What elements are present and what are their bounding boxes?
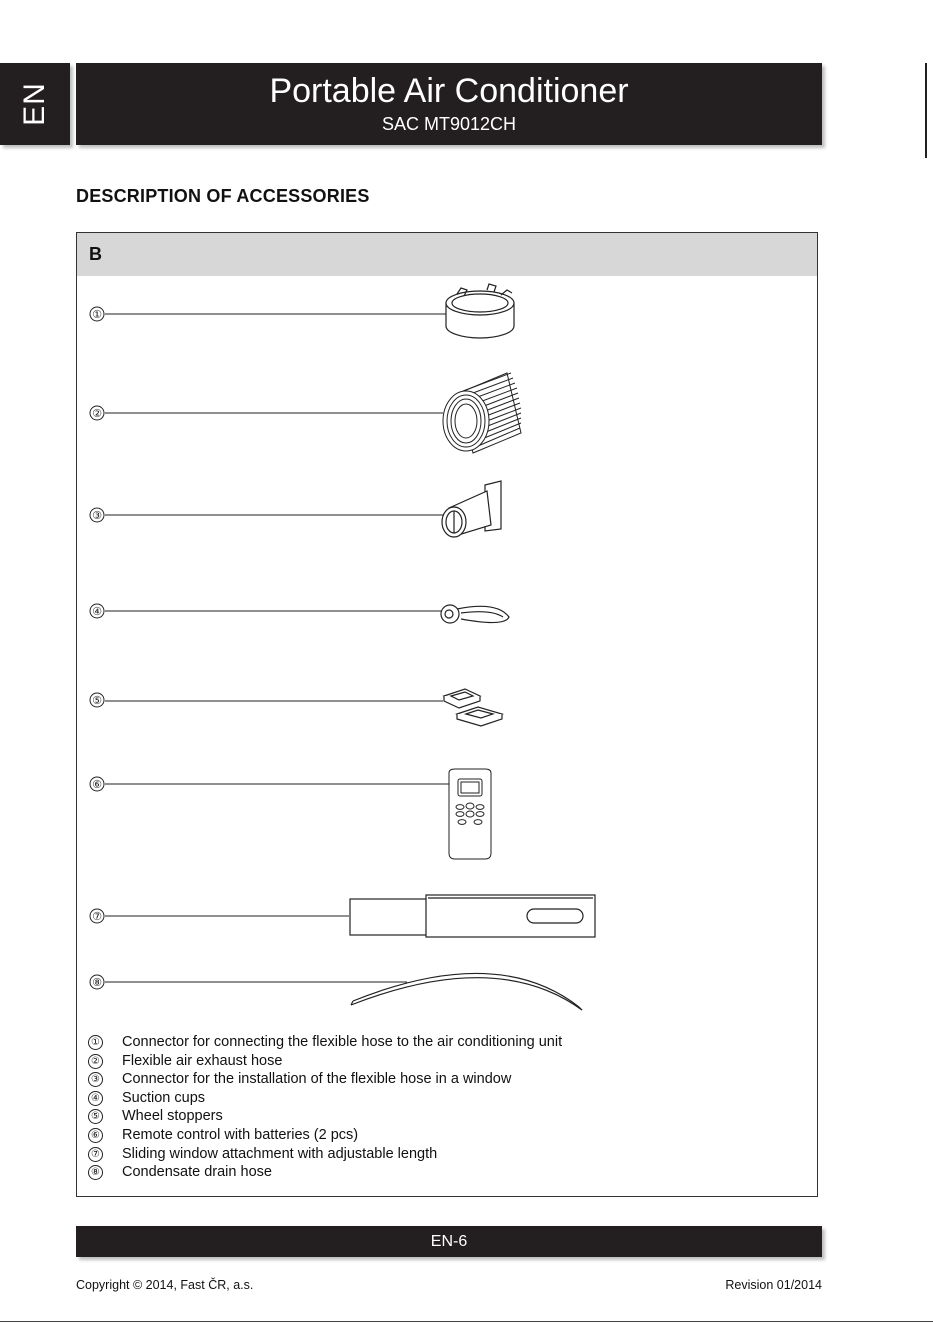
page-edge-mark bbox=[925, 63, 927, 158]
item-number: ③ bbox=[88, 1072, 103, 1087]
svg-text:⑦: ⑦ bbox=[92, 910, 102, 923]
item-text: Flexible air exhaust hose bbox=[122, 1052, 283, 1069]
drain-hose-drawing bbox=[351, 973, 582, 1010]
header-bar bbox=[76, 63, 822, 145]
remote-control-drawing bbox=[449, 769, 491, 859]
suction-cup-drawing bbox=[441, 605, 509, 623]
page-bottom-rule bbox=[0, 1321, 933, 1322]
callout-5 bbox=[90, 693, 104, 707]
svg-text:②: ② bbox=[92, 407, 102, 420]
item-number: ⑤ bbox=[88, 1109, 103, 1124]
item-text: Connector for connecting the flexible hose to the air conditioning unit bbox=[122, 1034, 563, 1050]
page-number: EN-6 bbox=[430, 1233, 468, 1250]
language-tab bbox=[0, 63, 70, 145]
wheel-stoppers-drawing bbox=[444, 689, 502, 726]
page-title: Portable Air Conditioner bbox=[269, 72, 629, 110]
copyright-text: Copyright © 2014, Fast ČR, a.s. bbox=[76, 1278, 254, 1292]
callout-2 bbox=[90, 406, 104, 420]
accessories-illustration bbox=[77, 233, 817, 1033]
item-text: Sliding window attachment with adjustable length bbox=[122, 1145, 438, 1162]
callout-8 bbox=[90, 975, 104, 989]
window-slider-drawing bbox=[350, 895, 595, 937]
item-text: Connector for the installation of the flexible hose in a window bbox=[122, 1071, 512, 1088]
callout-1 bbox=[90, 307, 104, 321]
language-label: EN bbox=[18, 82, 51, 126]
svg-text:⑥: ⑥ bbox=[92, 778, 102, 791]
item-text: Suction cups bbox=[122, 1089, 206, 1106]
svg-text:③: ③ bbox=[92, 509, 102, 522]
item-text: Wheel stoppers bbox=[122, 1108, 223, 1125]
footer-bar bbox=[76, 1226, 822, 1257]
svg-text:⑤: ⑤ bbox=[92, 694, 102, 707]
connector-ring-drawing bbox=[446, 284, 514, 338]
item-number: ④ bbox=[88, 1091, 103, 1106]
accessories-panel bbox=[76, 232, 818, 1197]
callout-7 bbox=[90, 909, 104, 923]
model-number: SAC MT9012CH bbox=[381, 114, 517, 134]
callout-3 bbox=[90, 508, 104, 522]
leader-lines bbox=[105, 314, 449, 982]
item-number: ⑥ bbox=[88, 1128, 103, 1143]
item-number: ⑧ bbox=[88, 1165, 103, 1180]
callout-4 bbox=[90, 604, 104, 618]
callout-6 bbox=[90, 777, 104, 791]
section-heading: DESCRIPTION OF ACCESSORIES bbox=[76, 186, 370, 206]
item-number: ① bbox=[88, 1035, 103, 1050]
flexible-hose-drawing bbox=[443, 373, 521, 453]
item-number: ⑦ bbox=[88, 1147, 103, 1162]
svg-text:①: ① bbox=[92, 308, 102, 321]
svg-text:⑧: ⑧ bbox=[92, 976, 102, 989]
item-text: Remote control with batteries (2 pcs) bbox=[122, 1126, 359, 1143]
item-text: Condensate drain hose bbox=[122, 1164, 272, 1181]
revision-text: Revision 01/2014 bbox=[725, 1278, 822, 1292]
item-number: ② bbox=[88, 1054, 103, 1069]
window-connector-drawing bbox=[442, 481, 501, 537]
svg-text:④: ④ bbox=[92, 605, 102, 618]
panel-label: B bbox=[77, 233, 817, 276]
